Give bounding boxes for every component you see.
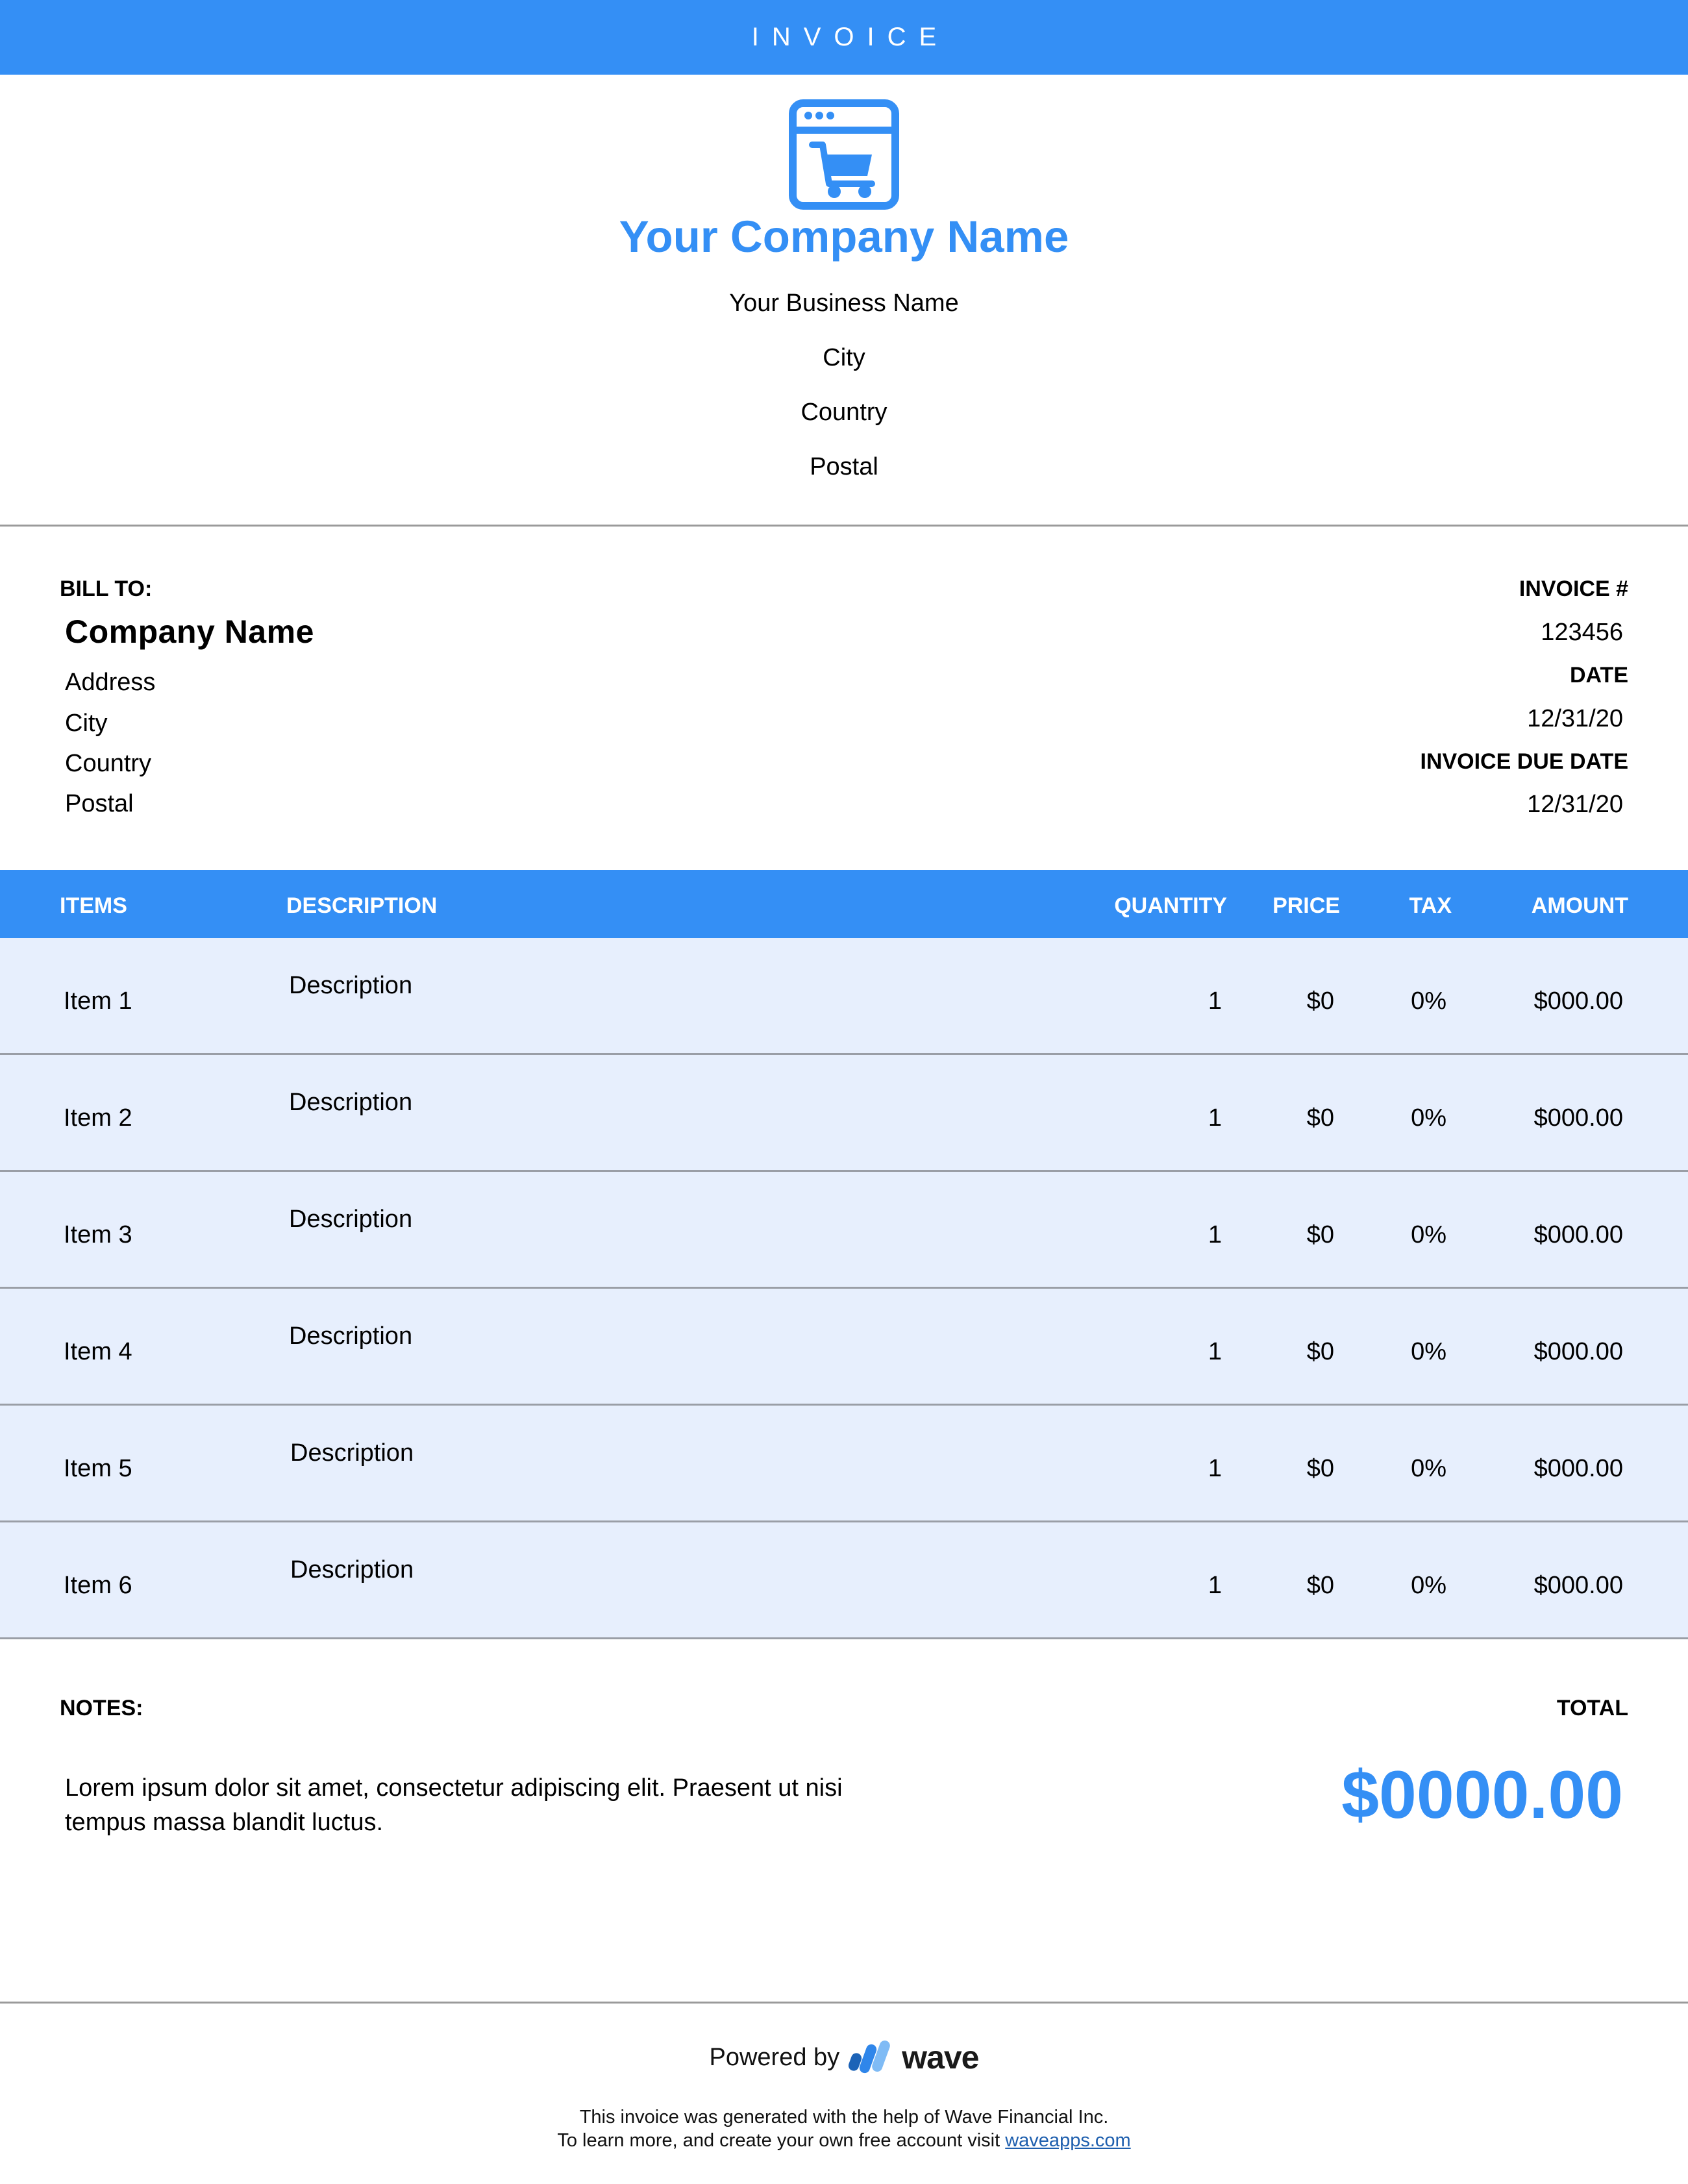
table-row — [0, 1406, 1688, 1522]
bill-to-country: Country — [65, 750, 152, 777]
row-tax: 0% — [1411, 1104, 1446, 1132]
invoice-number: 123456 — [1541, 619, 1623, 646]
row-quantity: 1 — [1208, 1104, 1222, 1132]
company-country: Country — [801, 399, 887, 426]
row-item: Item 6 — [64, 1572, 132, 1599]
footer-learn-more — [0, 2130, 1688, 2152]
row-amount: $000.00 — [1533, 1104, 1623, 1132]
row-price: $0 — [1306, 1455, 1334, 1482]
row-item: Item 5 — [64, 1455, 132, 1482]
notes-label: NOTES: — [60, 1696, 143, 1720]
row-tax: 0% — [1411, 1221, 1446, 1248]
row-quantity: 1 — [1208, 1455, 1222, 1482]
row-amount: $000.00 — [1533, 1455, 1623, 1482]
row-tax: 0% — [1411, 987, 1446, 1015]
row-amount: $000.00 — [1533, 987, 1623, 1015]
row-tax: 0% — [1411, 1572, 1446, 1599]
row-price: $0 — [1306, 1221, 1334, 1248]
row-price: $0 — [1306, 1338, 1334, 1365]
waveapps-link[interactable]: waveapps.com — [1005, 2130, 1131, 2151]
notes-text: Lorem ipsum dolor sit amet, consectetur adipiscing elit. Praesent ut nisi tempus massa blandit luctus. — [65, 1774, 843, 1836]
table-row — [0, 1172, 1688, 1289]
column-header-amount: AMOUNT — [1531, 893, 1628, 918]
table-row — [0, 938, 1688, 1055]
row-price: $0 — [1306, 1104, 1334, 1132]
row-description: Description — [290, 1556, 414, 1583]
due-date-label: INVOICE DUE DATE — [1420, 749, 1628, 774]
total-value: $0000.00 — [1341, 1757, 1623, 1833]
bill-to-label: BILL TO: — [60, 577, 153, 601]
footer-learn-more-text: To learn more, and create your own free account visit — [557, 2130, 1006, 2151]
row-description: Description — [290, 1439, 414, 1467]
date-label: DATE — [1569, 663, 1628, 688]
row-price: $0 — [1306, 1572, 1334, 1599]
company-business-name: Your Business Name — [729, 290, 959, 317]
invoice-header-bar — [0, 0, 1688, 75]
row-item: Item 3 — [64, 1221, 132, 1248]
invoice-number-label: INVOICE # — [1519, 577, 1628, 601]
row-item: Item 1 — [64, 987, 132, 1015]
table-row — [0, 1055, 1688, 1172]
company-city: City — [823, 344, 865, 371]
wave-brand-wordmark: wave — [902, 2039, 979, 2076]
row-item: Item 4 — [64, 1338, 132, 1365]
total-label: TOTAL — [1556, 1696, 1628, 1720]
header-divider — [0, 525, 1688, 527]
row-item: Item 2 — [64, 1104, 132, 1132]
powered-by-wave — [0, 2039, 1688, 2076]
row-tax: 0% — [1411, 1455, 1446, 1482]
column-header-description: DESCRIPTION — [286, 893, 438, 918]
invoice-due-date: 12/31/20 — [1527, 791, 1623, 818]
company-postal: Postal — [810, 453, 878, 480]
column-header-items: ITEMS — [60, 893, 127, 918]
table-row — [0, 1522, 1688, 1639]
invoice-date: 12/31/20 — [1527, 705, 1623, 732]
items-table-body — [0, 938, 1688, 1639]
row-description: Description — [289, 1322, 413, 1350]
row-amount: $000.00 — [1533, 1338, 1623, 1365]
column-header-tax: TAX — [1409, 893, 1452, 918]
company-name: Your Company Name — [619, 212, 1069, 262]
bill-to-address: Address — [65, 669, 156, 696]
shopping-cart-browser-icon — [789, 99, 899, 210]
powered-by-label: Powered by — [709, 2043, 840, 2071]
row-quantity: 1 — [1208, 1338, 1222, 1365]
row-quantity: 1 — [1208, 1572, 1222, 1599]
row-quantity: 1 — [1208, 1221, 1222, 1248]
footer-divider — [0, 2002, 1688, 2004]
column-header-price: PRICE — [1272, 893, 1340, 918]
bill-to-city: City — [65, 710, 108, 737]
row-amount: $000.00 — [1533, 1221, 1623, 1248]
wave-logo-icon — [849, 2039, 893, 2076]
footer-generated-note: This invoice was generated with the help of Wave Financial Inc. — [579, 2107, 1109, 2128]
column-header-quantity: QUANTITY — [1114, 893, 1227, 918]
table-row — [0, 1289, 1688, 1406]
row-amount: $000.00 — [1533, 1572, 1623, 1599]
row-description: Description — [289, 1206, 413, 1233]
row-quantity: 1 — [1208, 987, 1222, 1015]
invoice-title: INVOICE — [751, 23, 950, 51]
items-table-header — [0, 870, 1688, 938]
row-price: $0 — [1306, 987, 1334, 1015]
bill-to-company-name: Company Name — [65, 614, 314, 650]
row-description: Description — [289, 972, 413, 999]
bill-to-postal: Postal — [65, 790, 134, 817]
row-description: Description — [289, 1089, 413, 1116]
row-tax: 0% — [1411, 1338, 1446, 1365]
